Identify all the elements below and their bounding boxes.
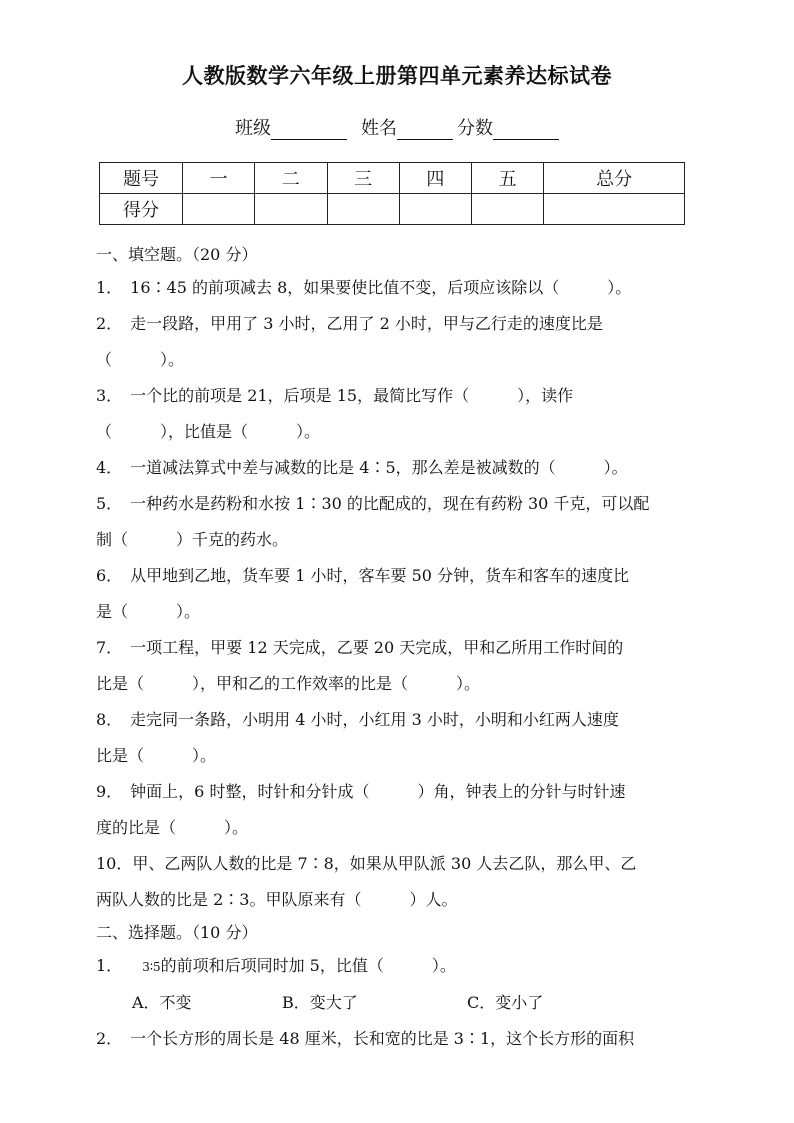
header-cell: 四 — [399, 163, 471, 194]
class-blank[interactable] — [271, 119, 347, 140]
option-a[interactable]: A．不变 — [132, 993, 192, 1012]
question-line: 3． 一个比的前项是 21，后项是 15，最简比写作（ ），读作 — [96, 386, 574, 405]
header-cell: 题号 — [100, 163, 183, 194]
class-label: 班级 — [235, 118, 271, 139]
section-heading-fill-in: 一、填空题。（20 分） — [96, 245, 258, 264]
student-info-row — [0, 114, 794, 140]
name-blank[interactable] — [397, 119, 453, 140]
header-cell: 五 — [472, 163, 544, 194]
score-cell[interactable] — [255, 194, 327, 225]
score-cell[interactable] — [327, 194, 399, 225]
choice-question-1 — [96, 948, 704, 985]
question-line: 两队人数的比是 2∶3。甲队原来有（ ）人。 — [96, 890, 458, 909]
header-cell: 三 — [327, 163, 399, 194]
row-label-cell: 得分 — [100, 194, 183, 225]
score-table-score-row — [100, 194, 685, 225]
header-cell: 二 — [255, 163, 327, 194]
ratio-text: 3∶5 — [142, 960, 161, 974]
exam-content — [96, 240, 704, 1057]
question-line: 是（ ）。 — [96, 602, 201, 621]
question-line: （ ），比值是（ ）。 — [96, 422, 321, 441]
question-line: 2． 一个长方形的周长是 48 厘米，长和宽的比是 3∶1，这个长方形的面积 — [96, 1029, 635, 1048]
header-cell: 总分 — [544, 163, 685, 194]
score-cell[interactable] — [399, 194, 471, 225]
question-number: 1． — [96, 956, 123, 975]
header-cell: 一 — [183, 163, 255, 194]
question-line: 10．甲、乙两队人数的比是 7∶8，如果从甲队派 30 人去乙队，那么甲、乙 — [96, 854, 637, 873]
question-line: 比是（ ），甲和乙的工作效率的比是（ ）。 — [96, 674, 481, 693]
question-line: 4． 一道减法算式中差与减数的比是 4∶5，那么差是被减数的（ ）。 — [96, 458, 628, 477]
score-cell[interactable] — [544, 194, 685, 225]
score-cell[interactable] — [472, 194, 544, 225]
choice-options — [96, 985, 704, 1021]
question-text: 的前项和后项同时加 5，比值（ ）。 — [160, 956, 456, 975]
score-table-header-row — [100, 163, 685, 194]
question-line: 9． 钟面上，6 时整，时针和分针成（ ）角，钟表上的分针与时针速 — [96, 782, 626, 801]
score-blank[interactable] — [493, 119, 559, 140]
score-table — [99, 162, 685, 225]
option-c[interactable]: C．变小了 — [467, 993, 544, 1012]
question-line: 2． 走一段路，甲用了 3 小时，乙用了 2 小时，甲与乙行走的速度比是 — [96, 314, 603, 333]
question-line: 5． 一种药水是药粉和水按 1∶30 的比配成的，现在有药粉 30 千克，可以配 — [96, 494, 650, 513]
option-b[interactable]: B．变大了 — [282, 993, 358, 1012]
score-label: 分数 — [457, 118, 493, 139]
question-line: 7． 一项工程，甲要 12 天完成，乙要 20 天完成，甲和乙所用工作时间的 — [96, 638, 624, 657]
page-title: 人教版数学六年级上册第四单元素养达标试卷 — [182, 64, 612, 88]
section-heading-multiple-choice: 二、选择题。（10 分） — [96, 923, 258, 942]
question-line: 度的比是（ ）。 — [96, 818, 249, 837]
question-line: （ ）。 — [96, 350, 185, 369]
score-cell[interactable] — [183, 194, 255, 225]
name-label: 姓名 — [361, 118, 397, 139]
question-line: 1． 16∶45 的前项减去 8，如果要使比值不变，后项应该除以（ ）。 — [96, 278, 632, 297]
question-line: 8． 走完同一条路，小明用 4 小时，小红用 3 小时，小明和小红两人速度 — [96, 710, 619, 729]
question-line: 比是（ ）。 — [96, 746, 217, 765]
question-line: 6． 从甲地到乙地，货车要 1 小时，客车要 50 分钟，货车和客车的速度比 — [96, 566, 630, 585]
question-line: 制（ ）千克的药水。 — [96, 530, 289, 549]
